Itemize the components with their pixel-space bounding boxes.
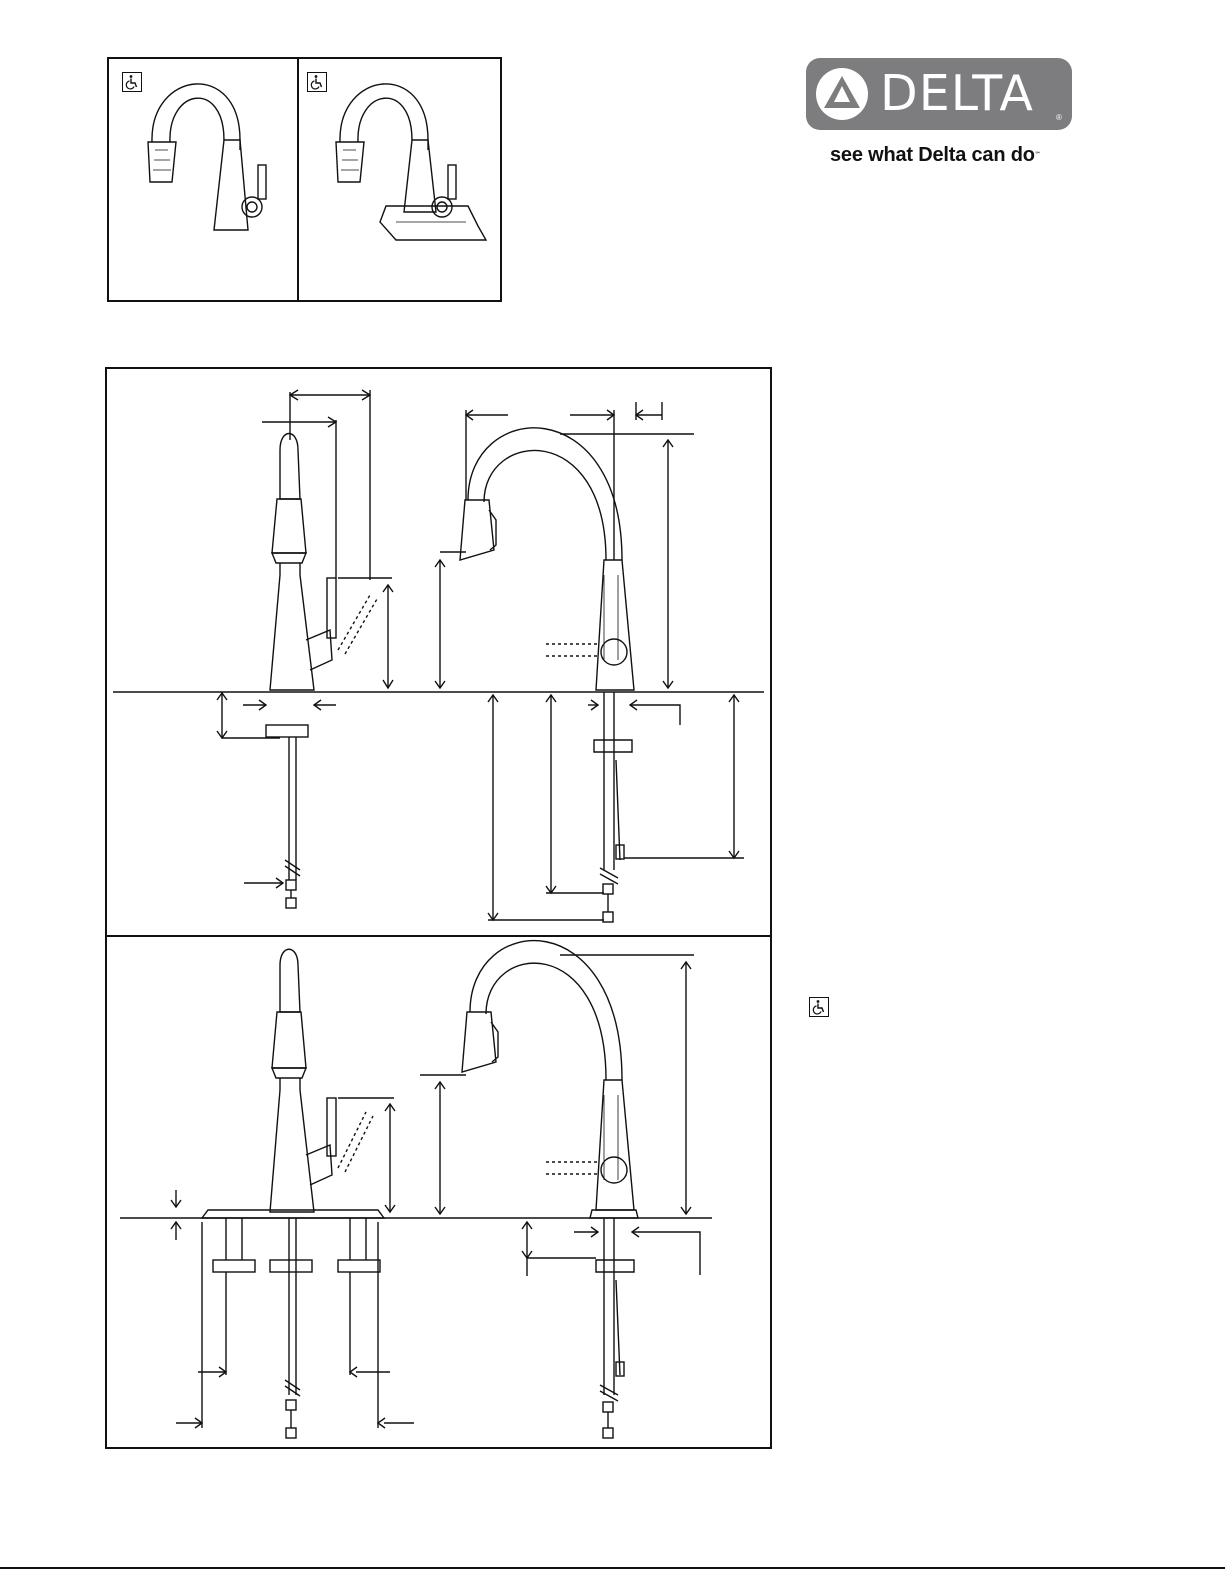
bottom-right-dimension-lines [420,955,700,1276]
thumbnail-faucet-no-plate [148,84,266,230]
bottom-right-faucet-front-view [462,941,638,1438]
bottom-left-faucet-side-view [202,949,384,1438]
top-right-faucet-front-view [460,428,634,922]
bottom-left-dimension-lines [171,1098,414,1428]
brand-name: DELTA [880,65,1034,122]
top-left-faucet-side-view [266,434,377,909]
top-left-dimension-lines [217,390,393,888]
top-right-dimension-lines [435,402,744,920]
registered-mark: ® [1056,113,1062,122]
brand-tagline: see what Delta can do℠ [830,144,1041,166]
thumbnail-faucet-with-plate [336,84,486,240]
footer-rule [0,1567,1225,1569]
